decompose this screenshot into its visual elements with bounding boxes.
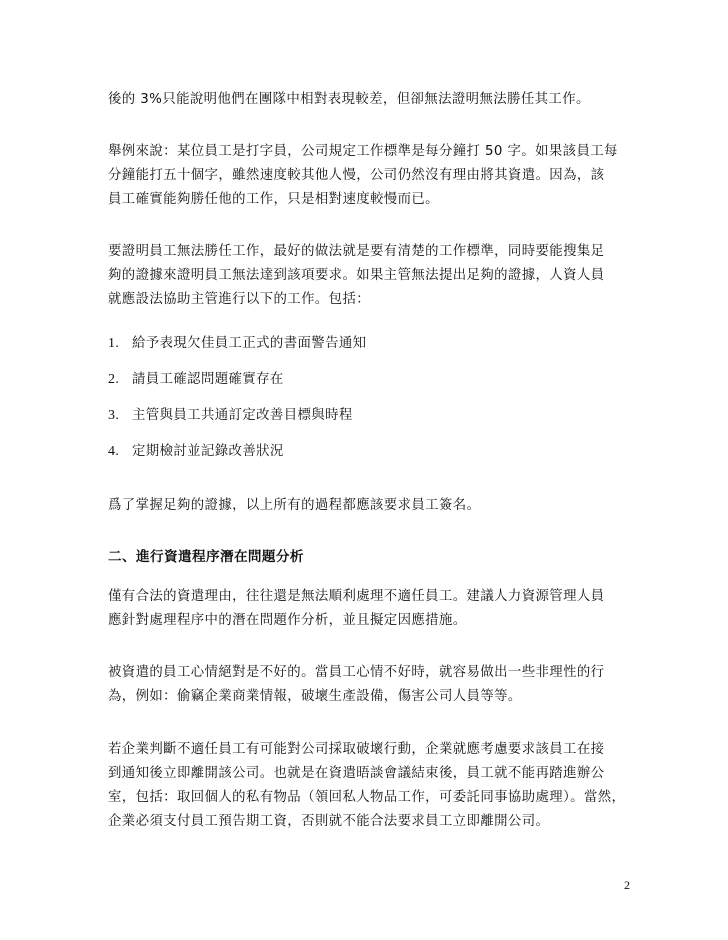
paragraph-line: 到通知後立即離開該公司。也就是在資遣晤談會議結束後，員工就不能再踏進辦公	[108, 766, 605, 781]
list-number: 3.	[108, 408, 120, 423]
paragraph-2	[108, 140, 628, 212]
list-item-1	[108, 332, 628, 356]
paragraph-6	[108, 661, 628, 709]
paragraph-line: 僅有合法的資遣理由，往往還是無法順利處理不適任員工。建議人力資源管理人員	[108, 589, 605, 604]
paragraph-line: 若企業判斷不適任員工有可能對公司採取破壞行動，企業就應考慮要求該員工在接	[108, 742, 605, 757]
list-item-4	[108, 440, 628, 464]
list-number: 2.	[108, 372, 120, 387]
paragraph-line: 員工確實能夠勝任他的工作，只是相對速度較慢而已。	[108, 192, 439, 207]
list-text: 請員工確認問題確實存在	[132, 372, 284, 387]
paragraph-line: 應針對處理程序中的潛在問題作分析，並且擬定因應措施。	[108, 613, 467, 628]
paragraph-4	[108, 494, 628, 518]
list-number: 4.	[108, 444, 120, 459]
paragraph-7	[108, 738, 628, 834]
list-number: 1.	[108, 336, 120, 351]
paragraph-line: 就應設法協助主管進行以下的工作。包括：	[108, 292, 371, 307]
section-heading: 二、進行資遣程序潛在問題分析	[108, 549, 304, 565]
paragraph-line: 企業必須支付員工預告期工資，否則就不能合法要求員工立即離開公司。	[108, 814, 550, 829]
paragraph-line: 被資遣的員工心情絕對是不好的。當員工心情不好時，就容易做出一些非理性的行	[108, 665, 605, 680]
paragraph-3	[108, 240, 628, 312]
paragraph-line: 夠的證據來證明員工無法達到該項要求。如果主管無法提出足夠的證據，人資人員	[108, 268, 605, 283]
paragraph-5	[108, 585, 628, 633]
paragraph-line: 後的 3%只能說明他們在團隊中相對表現較差，但卻無法證明無法勝任其工作。	[108, 92, 590, 107]
list-text: 定期檢討並記錄改善狀況	[132, 444, 284, 459]
paragraph-line: 室，包括：取回個人的私有物品（領回私人物品工作，可委託同事協助處理）。當然，	[108, 790, 626, 805]
paragraph-line: 爲了掌握足夠的證據，以上所有的過程都應該要求員工簽名。	[108, 498, 481, 513]
page-number: 2	[624, 878, 630, 892]
list-item-2	[108, 368, 628, 392]
paragraph-line: 分鐘能打五十個字，雖然速度較其他人慢，公司仍然沒有理由將其資遣。因為，該	[108, 168, 605, 183]
list-text: 主管與員工共通訂定改善目標與時程	[132, 408, 353, 423]
paragraph-line: 要證明員工無法勝任工作，最好的做法就是要有清楚的工作標準，同時要能搜集足	[108, 244, 605, 259]
paragraph-line: 舉例來說：某位員工是打字員，公司規定工作標準是每分鐘打 50 字。如果該員工每	[108, 144, 618, 159]
paragraph-1	[108, 88, 628, 112]
paragraph-line: 為，例如：偷竊企業商業情報，破壞生產設備，傷害公司人員等等。	[108, 689, 522, 704]
list-text: 給予表現欠佳員工正式的書面警告通知	[132, 336, 367, 351]
list-item-3	[108, 404, 628, 428]
